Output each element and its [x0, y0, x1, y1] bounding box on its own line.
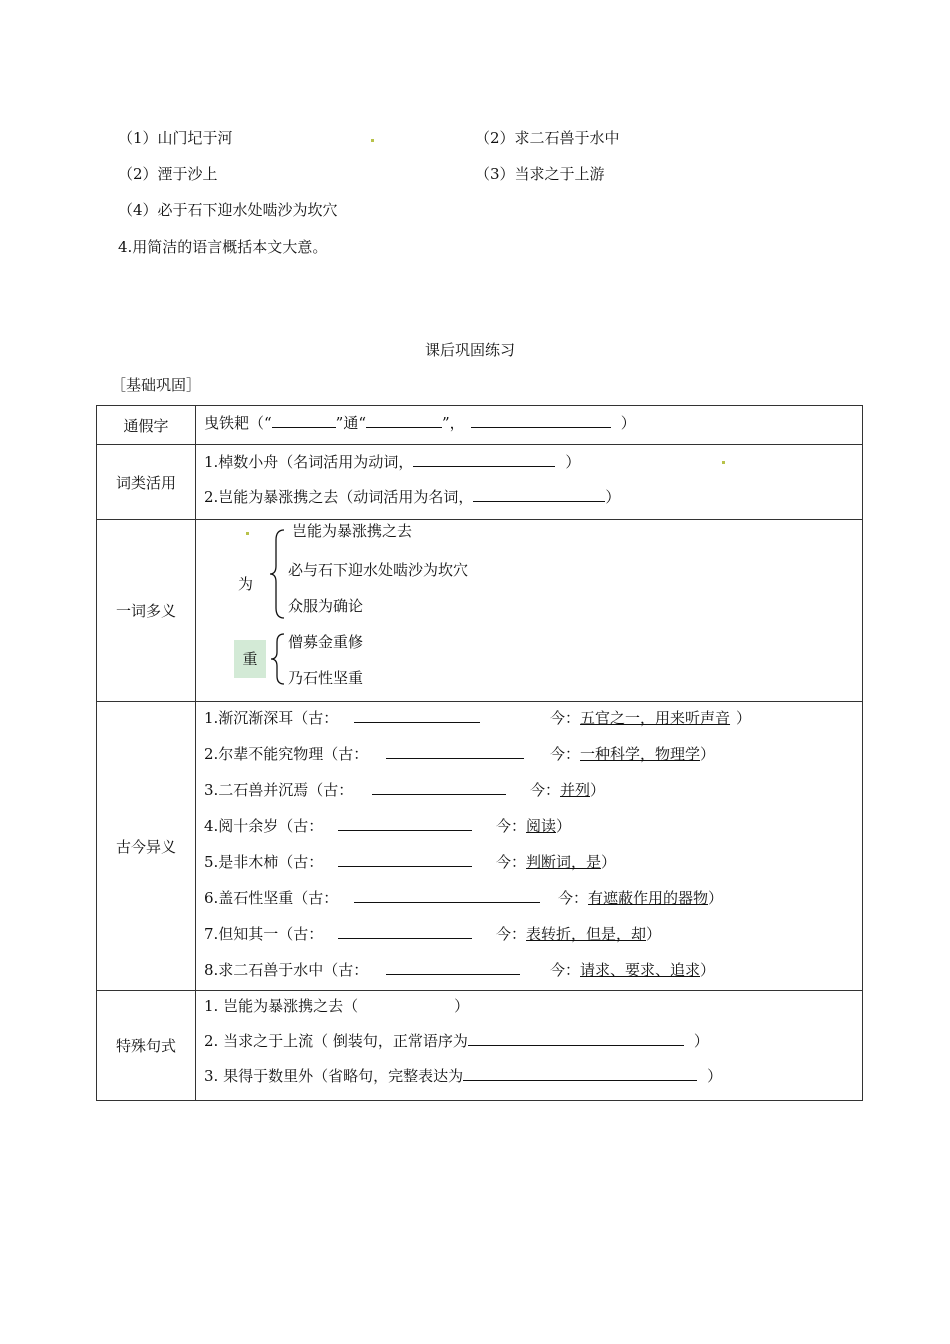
item-2-left: （2）湮于沙上 [118, 165, 218, 183]
row-header-cilei: 词类活用 [97, 445, 196, 520]
brace-icon [268, 632, 288, 686]
gujin-modern-meaning: 一种科学，物理学 [580, 745, 701, 763]
gujin-row [204, 707, 751, 728]
item-3-left: （4）必于石下迎水处啮沙为坎穴 [118, 201, 338, 219]
cilei-item-1-text: 1.棹数小舟（名词活用为动词， [204, 453, 414, 471]
tongjia-text-d: ） [620, 414, 636, 432]
row-body-gujin [196, 702, 863, 991]
answer-blank[interactable] [354, 888, 540, 903]
gujin-modern-meaning: 请求、要求、追求 [580, 961, 701, 979]
answer-blank[interactable] [471, 413, 611, 428]
row-teshu [97, 991, 863, 1101]
polysemy-wei-sentence-3: 众服为确论 [288, 597, 364, 615]
exercise-table [96, 405, 863, 1101]
gujin-end: ） [590, 781, 606, 799]
row-tongjia [97, 406, 863, 445]
polysemy-wei-sentence-1: 岂能为暴涨携之去 [292, 522, 413, 540]
gujin-question: 3.二石兽并沉焉（古： [204, 781, 354, 799]
answer-blank[interactable] [386, 744, 524, 759]
gujin-end: ） [708, 889, 724, 907]
teshu-item-2 [204, 1030, 709, 1051]
tongjia-text-b: ”通“ [335, 414, 367, 432]
item-1-left: （1）山门圮于河 [118, 129, 233, 147]
gujin-jin-label: 今： [530, 781, 561, 799]
gujin-jin-label: 今： [496, 817, 527, 835]
answer-blank[interactable] [372, 780, 506, 795]
gujin-end: ） [700, 961, 716, 979]
brace-icon [268, 528, 288, 620]
teshu-item-1-end: ） [454, 997, 470, 1015]
cilei-item-1-end: ） [565, 453, 581, 471]
tongjia-text-a: 曳铁耙（“ [204, 414, 272, 432]
gujin-end: ） [556, 817, 572, 835]
answer-blank[interactable] [473, 487, 605, 502]
stray-mark [722, 461, 725, 464]
answer-blank[interactable] [354, 708, 480, 723]
subsection-label: ［基础巩固］ [111, 376, 202, 394]
cilei-item-2-text: 2.岂能为暴涨携之去（动词活用为名词， [204, 488, 474, 506]
answer-blank[interactable] [338, 816, 472, 831]
gujin-question: 7.但知其一（古： [204, 925, 324, 943]
gujin-question: 8.求二石兽于水中（古： [204, 961, 369, 979]
gujin-row [204, 851, 616, 872]
teshu-item-2-text: 2. 当求之于上流（ 倒装句，正常语序为 [204, 1032, 468, 1050]
gujin-row [204, 887, 723, 908]
answer-blank[interactable] [413, 452, 555, 467]
row-header-tongjia: 通假字 [97, 406, 196, 445]
stray-mark [246, 532, 249, 535]
gujin-jin-label: 今： [496, 925, 527, 943]
polysemy-wei-sentence-2: 必与石下迎水处啮沙为坎穴 [288, 561, 469, 579]
stray-mark [371, 139, 374, 142]
cilei-item-2-end: ） [605, 488, 621, 506]
answer-blank[interactable] [338, 924, 472, 939]
tongjia-text-c: ”， [442, 414, 465, 432]
gujin-end: ） [700, 745, 716, 763]
teshu-item-3-text: 3. 果得于数里外（省略句，完整表达为 [204, 1067, 464, 1085]
teshu-item-3-end: ） [707, 1067, 723, 1085]
answer-blank[interactable] [272, 413, 336, 428]
gujin-end: ） [736, 709, 752, 727]
section-title: 课后巩固练习 [425, 341, 516, 359]
gujin-row [204, 779, 605, 800]
row-body-cilei [196, 445, 863, 520]
answer-blank[interactable] [338, 852, 472, 867]
answer-blank[interactable] [366, 413, 442, 428]
gujin-modern-meaning: 并列 [560, 781, 591, 799]
row-body-teshu [196, 991, 863, 1101]
polysemy-word-zhong: 重 [234, 640, 266, 678]
gujin-jin-label: 今： [496, 853, 527, 871]
cilei-item-1 [204, 451, 580, 472]
gujin-modern-meaning: 表转折，但是，却 [526, 925, 647, 943]
teshu-item-2-end: ） [693, 1032, 709, 1050]
polysemy-word-wei: 为 [238, 575, 254, 593]
gujin-end: ） [601, 853, 617, 871]
tongjia-line [204, 412, 636, 433]
row-header-teshu: 特殊句式 [97, 991, 196, 1101]
gujin-modern-meaning: 五官之一，用来听声音 [580, 709, 731, 727]
gujin-jin-label: 今： [550, 961, 581, 979]
gujin-row [204, 923, 661, 944]
gujin-modern-meaning: 有遮蔽作用的器物 [588, 889, 709, 907]
teshu-item-3 [204, 1065, 722, 1086]
gujin-jin-label: 今： [550, 745, 581, 763]
row-header-yici: 一词多义 [97, 520, 196, 702]
gujin-question: 2.尔辈不能究物理（古： [204, 745, 369, 763]
gujin-row [204, 959, 715, 980]
gujin-question: 6.盖石性坚重（古： [204, 889, 339, 907]
gujin-end: ） [646, 925, 662, 943]
gujin-question: 1.渐沉渐深耳（古： [204, 709, 339, 727]
gujin-row [204, 815, 571, 836]
answer-blank[interactable] [386, 960, 520, 975]
gujin-jin-label: 今： [558, 889, 589, 907]
answer-blank[interactable] [463, 1066, 697, 1081]
gujin-row [204, 743, 715, 764]
row-gujin [97, 702, 863, 991]
row-header-gujin: 古今异义 [97, 702, 196, 991]
row-body-yici [196, 520, 863, 702]
teshu-item-1 [204, 995, 469, 1016]
item-1-right: （2）求二石兽于水中 [475, 129, 620, 147]
polysemy-zhong-sentence-2: 乃石性坚重 [288, 669, 364, 687]
gujin-question: 4.阅十余岁（古： [204, 817, 324, 835]
answer-blank[interactable] [468, 1031, 684, 1046]
cilei-item-2 [204, 486, 620, 507]
gujin-modern-meaning: 判断词，是 [526, 853, 602, 871]
row-cilei [97, 445, 863, 520]
row-yici [97, 520, 863, 702]
gujin-question: 5.是非木柿（古： [204, 853, 324, 871]
row-body-tongjia [196, 406, 863, 445]
gujin-modern-meaning: 阅读 [526, 817, 557, 835]
teshu-item-1-text: 1. 岂能为暴涨携之去（ [204, 997, 359, 1015]
item-2-right: （3）当求之于上游 [475, 165, 605, 183]
gujin-jin-label: 今： [550, 709, 581, 727]
polysemy-zhong-sentence-1: 僧募金重修 [288, 633, 364, 651]
question-4: 4.用简洁的语言概括本文大意。 [118, 238, 328, 256]
